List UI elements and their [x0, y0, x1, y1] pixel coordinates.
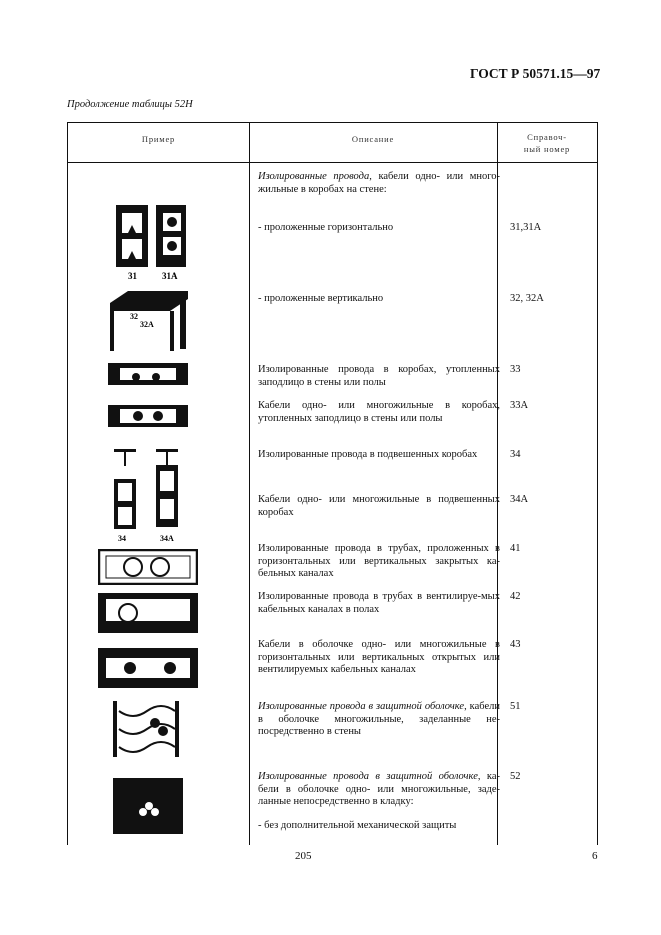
page-number: 205: [295, 850, 312, 862]
row-description: Изолированные провода в коробах, утопленных заподлицо в стены или полы: [258, 364, 500, 388]
column-divider: [249, 123, 250, 845]
column-header-description: Описание: [351, 134, 395, 144]
row-description: - проложенные горизонтально: [258, 222, 394, 233]
figure-31-31a: [108, 203, 188, 283]
row-ref: 31,31А: [510, 222, 542, 233]
column-header-ref: [497, 131, 597, 155]
table-continuation-caption: Продолжение таблицы 52Н: [67, 99, 193, 110]
header-divider: [68, 162, 597, 163]
figure-52: [113, 778, 183, 834]
figure-43: [98, 648, 198, 688]
figure-42: [98, 593, 198, 633]
row-description: Изолированные провода в трубах, проложенных в горизонтальных или вертикальных закрытых ка-бельных каналах: [258, 543, 500, 579]
figure-33: [108, 363, 188, 385]
row-ref: 42: [510, 591, 521, 602]
ref-header-line2: ный номер: [523, 144, 571, 154]
column-header-example: Пример: [141, 134, 176, 144]
figure-label: 34: [118, 534, 126, 543]
figure-label: 31A: [162, 271, 178, 281]
figure-34-34a: [108, 449, 188, 543]
row-description: Изолированные провода, кабели одно- или много-жильные в коробах на стене:: [258, 171, 500, 195]
figure-label: 31: [128, 271, 137, 281]
figure-32-32a: [108, 285, 188, 355]
row-ref: 52: [510, 771, 521, 782]
figure-label: 32: [130, 312, 138, 321]
table: [67, 122, 598, 845]
figure-51: [113, 701, 183, 757]
row-description: Изолированные провода в подвешенных коробах: [258, 449, 478, 460]
row-ref: 41: [510, 543, 521, 554]
row-ref: 43: [510, 639, 521, 650]
row-ref: 51: [510, 701, 521, 712]
figure-label: 34A: [160, 534, 174, 543]
row-description: - проложенные вертикально: [258, 293, 384, 304]
row-description: Кабели в оболочке одно- или многожильные в горизонтальных или вертикальных открытых или вентилируемых кабельных каналах: [258, 639, 500, 675]
row-ref: 32, 32А: [510, 293, 544, 304]
row-description: Изолированные провода в защитной оболочке, кабели в оболочке многожильные, заделанные не-посредственно в стены: [258, 701, 501, 737]
row-description: - без дополнительной механической защиты: [258, 820, 457, 831]
row-ref: 33: [510, 364, 521, 375]
row-ref: 34А: [510, 494, 529, 505]
row-description: Кабели одно- или многожильные в подвешенных коробах: [258, 494, 500, 518]
row-description: Изолированные провода в трубах в вентилируе-мых кабельных каналах в полах: [258, 591, 500, 615]
figure-33a: [108, 405, 188, 427]
document-code: ГОСТ Р 50571.15—97: [470, 66, 601, 81]
figure-label: 32A: [140, 320, 154, 329]
row-description: Кабели одно- или многожильные в коробах, утопленных заподлицо в стены или полы: [258, 400, 500, 424]
figure-41: [98, 549, 198, 585]
row-description: Изолированные провода в защитной оболочке, ка-бели в оболочке одно- или многожильные, заде-ланные непосредственно в кладку:: [258, 771, 500, 807]
row-ref: 33А: [510, 400, 529, 411]
row-ref: 34: [510, 449, 521, 460]
ref-header-line1: Справоч-: [527, 132, 567, 142]
sheet-number: 6: [592, 850, 598, 862]
